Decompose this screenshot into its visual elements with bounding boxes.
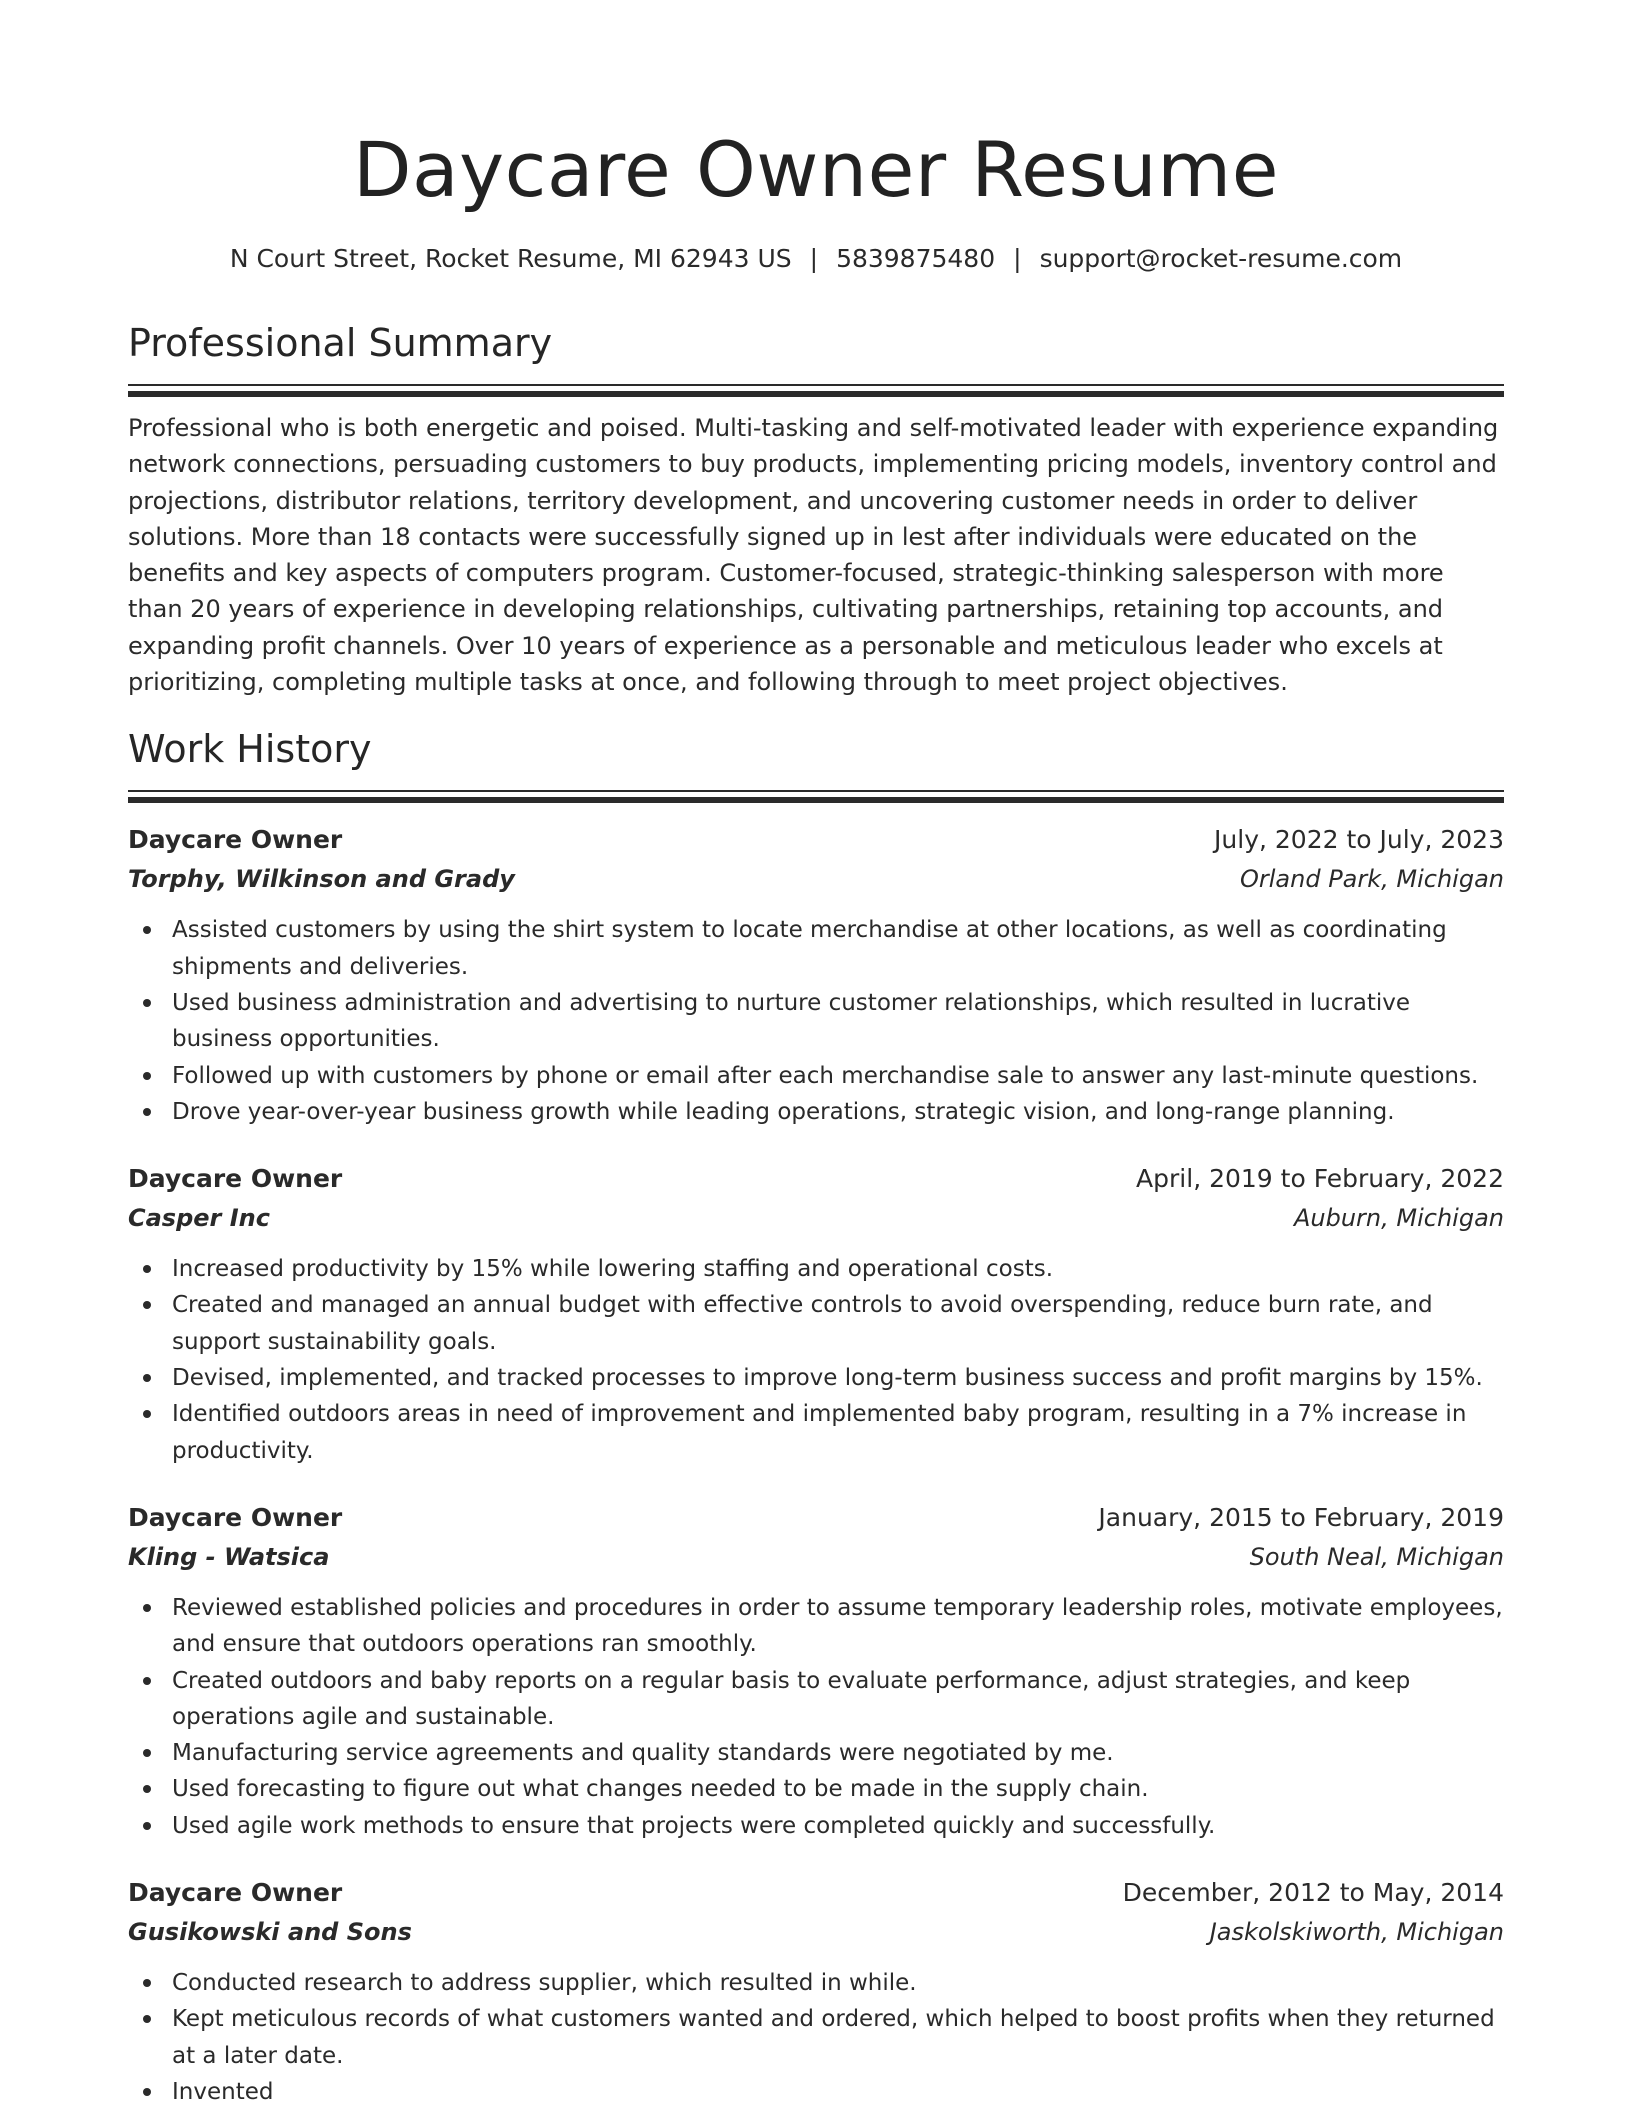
job-dates: April, 2019 to February, 2022: [1136, 1164, 1504, 1194]
section-heading-work-history: Work History: [128, 727, 372, 772]
job-location: South Neal, Michigan: [1249, 1542, 1504, 1571]
job-location: Auburn, Michigan: [1293, 1204, 1504, 1233]
job-bullet: Followed up with customers by phone or email after each merchandise sale to answer any last-minute questions.: [128, 1058, 1504, 1094]
job-header-row: [128, 821, 1504, 859]
job-bullet: Used business administration and advertising to nurture customer relationships, which resulted in lucrative business opportunities.: [128, 985, 1504, 1058]
job-bullet: Assisted customers by using the shirt system to locate merchandise at other locations, as well as coordinating shipments and deliveries.: [128, 912, 1504, 985]
job-entry: [128, 1874, 1504, 2110]
job-bullet: Identified outdoors areas in need of improvement and implemented baby program, resulting in a 7% increase in productivity.: [128, 1396, 1504, 1469]
job-header-row: [128, 1160, 1504, 1198]
professional-summary-section: [128, 318, 1504, 700]
job-title: Daycare Owner: [128, 1502, 343, 1532]
job-bullet: Manufacturing service agreements and quality standards were negotiated by me.: [128, 1735, 1504, 1771]
contact-line: [128, 242, 1504, 276]
contact-email: support@rocket-resume.com: [1039, 244, 1403, 273]
contact-separator: |: [1013, 244, 1022, 273]
job-bullet: Created and managed an annual budget with effective controls to avoid overspending, reduce burn rate, and support sustainability goals.: [128, 1287, 1504, 1360]
summary-text: Professional who is both energetic and poised. Multi-tasking and self-motivated leader with experience expanding network connections, persuading customers to buy products, implementing pricing models, inventory control and projections, distributor relations, territory development, and uncovering customer needs in order to deliver solutions. More than 18 contacts were successfully signed up in lest after individuals were educated on the benefits and key aspects of computers program. Customer-focused, strategic-thinking salesperson with more than 20 years of experience in developing relationships, cultivating partnerships, retaining top accounts, and expanding profit channels. Over 10 years of experience as a personable and meticulous leader who excels at prioritizing, completing multiple tasks at once, and following through to meet project objectives.: [128, 414, 1499, 697]
job-dates: July, 2022 to July, 2023: [1214, 825, 1504, 855]
job-bullet: Used forecasting to figure out what changes needed to be made in the supply chain.: [128, 1771, 1504, 1807]
job-bullet: Invented: [128, 2074, 1504, 2110]
job-bullets: [128, 1251, 1504, 1469]
resume-title: Daycare Owner Resume: [353, 125, 1279, 214]
job-bullet: Conducted research to address supplier, which resulted in while.: [128, 1965, 1504, 2001]
job-bullet: Increased productivity by 15% while lowering staffing and operational costs.: [128, 1251, 1504, 1287]
contact-separator: |: [809, 244, 819, 273]
job-entry: [128, 821, 1504, 1130]
section-divider: [128, 790, 1504, 803]
job-entry: [128, 1160, 1504, 1469]
contact-address: N Court Street, Rocket Resume, MI 62943 US: [229, 244, 792, 273]
job-bullet: Drove year-over-year business growth while leading operations, strategic vision, and long-range planning.: [128, 1094, 1504, 1130]
job-bullet: Reviewed established policies and procedures in order to assume temporary leadership roles, motivate employees, and ensure that outdoors operations ran smoothly.: [128, 1590, 1504, 1663]
job-company: Casper Inc: [128, 1204, 270, 1233]
job-company: Kling - Watsica: [128, 1542, 330, 1571]
job-title: Daycare Owner: [128, 825, 343, 855]
job-company: Torphy, Wilkinson and Grady: [128, 865, 515, 894]
job-company-row: [128, 1537, 1504, 1577]
section-heading-summary: Professional Summary: [128, 321, 553, 365]
job-bullet: Created outdoors and baby reports on a regular basis to evaluate performance, adjust strategies, and keep operations agile and sustainable.: [128, 1663, 1504, 1736]
job-header-row: [128, 1499, 1504, 1537]
job-company-row: [128, 859, 1504, 899]
job-title: Daycare Owner: [128, 1164, 343, 1194]
job-dates: December, 2012 to May, 2014: [1122, 1878, 1504, 1908]
section-divider: [128, 384, 1504, 397]
job-company: Gusikowski and Sons: [128, 1918, 412, 1947]
job-header-row: [128, 1874, 1504, 1912]
job-dates: January, 2015 to February, 2019: [1098, 1502, 1504, 1532]
job-bullets: [128, 1590, 1504, 1844]
job-entry: [128, 1499, 1504, 1844]
job-bullet: Kept meticulous records of what customers wanted and ordered, which helped to boost profits when they returned at a later date.: [128, 2001, 1504, 2074]
job-bullet: Devised, implemented, and tracked processes to improve long-term business success and profit margins by 15%.: [128, 1360, 1504, 1396]
job-title: Daycare Owner: [128, 1878, 343, 1908]
job-bullet: Used agile work methods to ensure that projects were completed quickly and successfully.: [128, 1808, 1504, 1844]
job-bullets: [128, 912, 1504, 1130]
job-location: Orland Park, Michigan: [1239, 865, 1504, 894]
job-bullets: [128, 1965, 1504, 2110]
job-company-row: [128, 1912, 1504, 1952]
job-company-row: [128, 1198, 1504, 1238]
contact-phone: 5839875480: [836, 244, 996, 273]
work-history-section: [128, 724, 1504, 2110]
job-location: Jaskolskiworth, Michigan: [1209, 1918, 1504, 1947]
